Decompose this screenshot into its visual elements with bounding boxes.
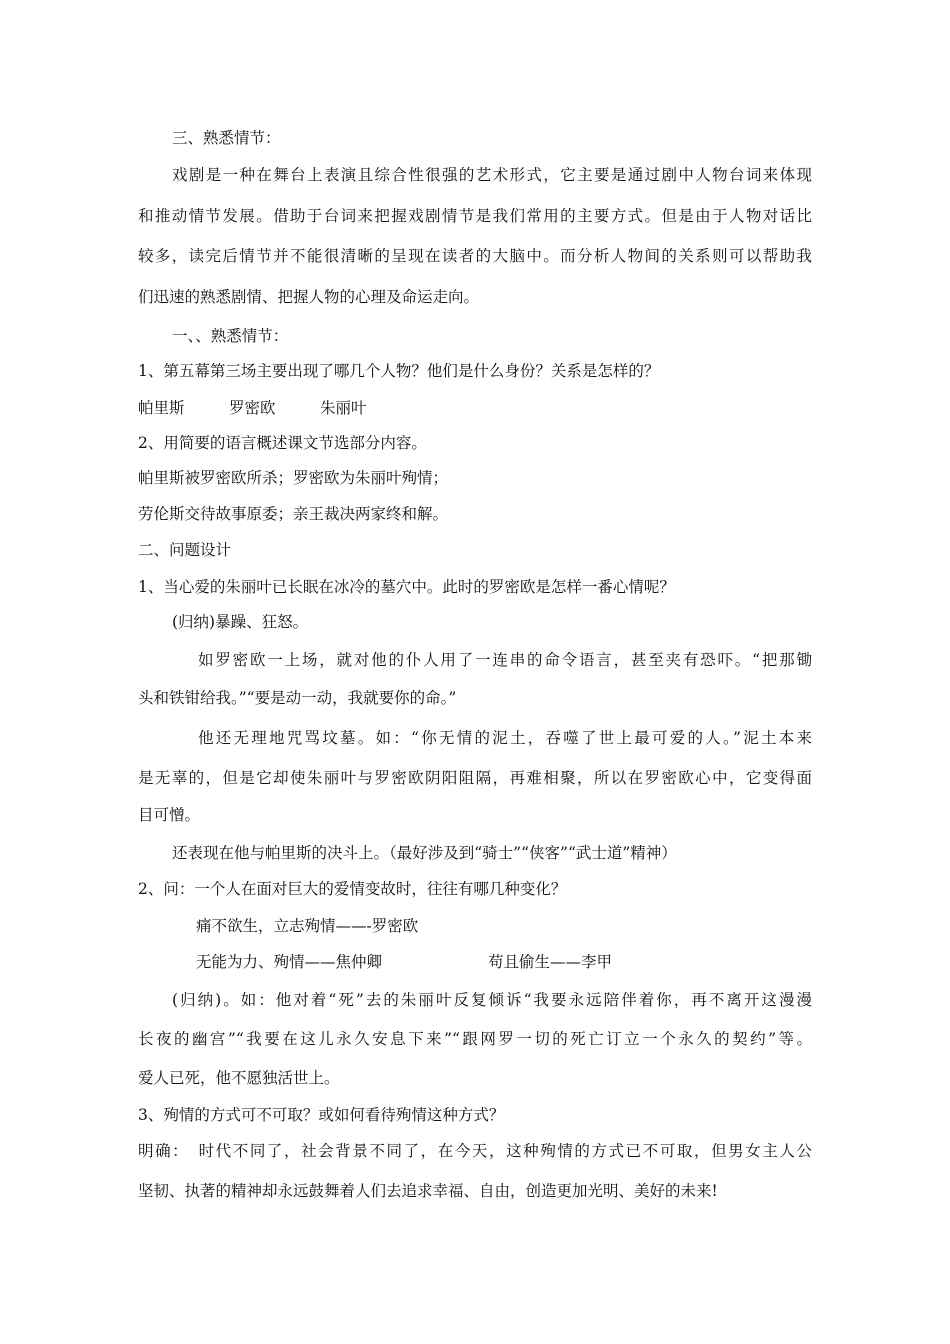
paragraph-line: 如罗密欧一上场，就对他的仆人用了一连串的命令语言，甚至夹有恐吓。“把那锄 — [198, 651, 812, 669]
answer-line: 明确： 时代不同了，社会背景不同了，在今天，这种殉情的方式已不可取，但男女主人公 — [138, 1142, 812, 1160]
question-line: 2、问：一个人在面对巨大的爱情变故时，往往有哪几种变化？ — [138, 880, 567, 898]
character-name: 帕里斯 — [138, 399, 185, 417]
section-heading: 三、熟悉情节： — [172, 129, 281, 147]
paragraph-line: 是无辜的，但是它却使朱丽叶与罗密欧阴阳阻隔，再难相聚，所以在罗密欧心中，它变得面 — [138, 769, 812, 787]
section-heading: 二、问题设计 — [138, 541, 232, 559]
answer-item: 苟且偷生——李甲 — [488, 953, 613, 971]
answer-line: 坚韧、执著的精神却永远鼓舞着人们去追求幸福、自由，创造更加光明、美好的未来! — [138, 1182, 718, 1200]
question-line: 3、殉情的方式可不可取？或如何看待殉情这种方式？ — [138, 1106, 505, 1124]
paragraph-line: 还表现在他与帕里斯的决斗上。（最好涉及到“骑士”“侠客”“武士道”精神） — [172, 844, 677, 862]
answer-line: (归纳)暴躁、狂怒。 — [172, 613, 309, 631]
section-heading: 一、、熟悉情节： — [172, 327, 289, 345]
answer-item: 痛不欲生，立志殉情——-罗密欧 — [196, 917, 419, 935]
question-line: 1、第五幕第三场主要出现了哪几个人物？他们是什么身份？关系是怎样的？ — [138, 362, 660, 380]
answer-line: 爱人已死，他不愿独活世上。 — [138, 1069, 340, 1087]
paragraph-line: 头和铁钳给我。”“要是动一动，我就要你的命。” — [138, 689, 457, 707]
answer-item: 无能为力、殉情——焦仲卿 — [196, 953, 383, 971]
question-line: 2、用简要的语言概述课文节选部分内容。 — [138, 434, 427, 452]
answer-line: 帕里斯被罗密欧所杀；罗密欧为朱丽叶殉情； — [138, 469, 449, 487]
paragraph-line: 戏剧是一种在舞台上表演且综合性很强的艺术形式，它主要是通过剧中人物台词来体现 — [172, 166, 812, 184]
question-line: 1、当心爱的朱丽叶已长眠在冰冷的墓穴中。此时的罗密欧是怎样一番心情呢？ — [138, 578, 675, 596]
paragraph-line: 目可憎。 — [138, 806, 201, 824]
answer-line: (归纳)。如：他对着“死”去的朱丽叶反复倾诉“我要永远陪伴着你，再不离开这漫漫 — [172, 991, 812, 1009]
paragraph-line: 和推动情节发展。借助于台词来把握戏剧情节是我们常用的主要方式。但是由于人物对话比 — [138, 207, 812, 225]
paragraph-line: 们迅速的熟悉剧情、把握人物的心理及命运走向。 — [138, 288, 480, 306]
paragraph-line: 较多，读完后情节并不能很清晰的呈现在读者的大脑中。而分析人物间的关系则可以帮助我 — [138, 247, 812, 265]
paragraph-line: 他还无理地咒骂坟墓。如：“你无情的泥土，吞噬了世上最可爱的人。”泥土本来 — [198, 729, 812, 747]
answer-line: 劳伦斯交待故事原委；亲王裁决两家终和解。 — [138, 505, 449, 523]
character-name: 朱丽叶 — [320, 399, 367, 417]
character-name: 罗密欧 — [229, 399, 276, 417]
answer-line: 长夜的幽宫”“我要在这儿永久安息下来”“跟网罗一切的死亡订立一个永久的契约”等。 — [138, 1030, 812, 1048]
